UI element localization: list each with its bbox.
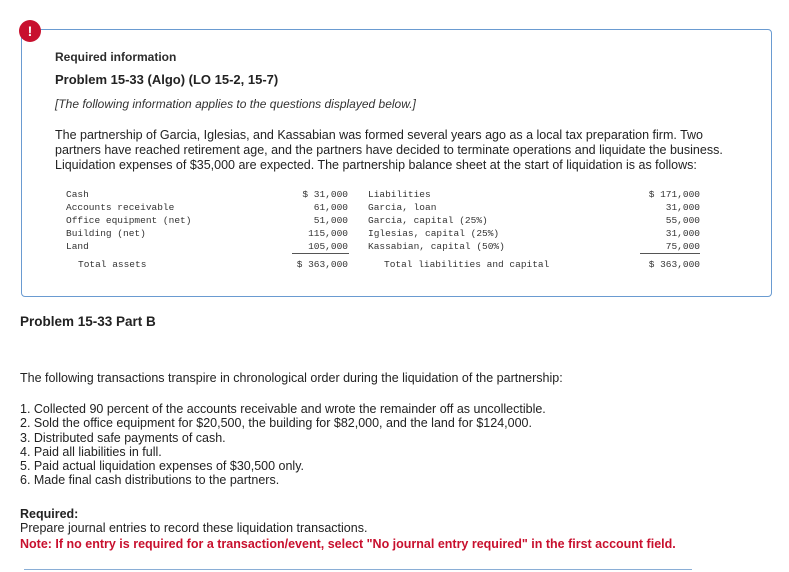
problem-title: Problem 15-33 (Algo) (LO 15-2, 15-7) — [55, 72, 279, 87]
problem-description: The partnership of Garcia, Iglesias, and Kassabian was formed several years ago as a local tax preparation firm. Two partners have reached retirement age, and the partners have decided to terminate operations and liquidate the business. Liquidation expenses of $35,000 are expected. The partnership balance sheet at the start of liquidation is as follows: — [55, 128, 723, 172]
asset-label-building: Building (net) — [66, 228, 146, 239]
part-title: Problem 15-33 Part B — [20, 314, 156, 329]
asset-value-receivable: 61,000 — [313, 202, 348, 213]
info-heading: Required information — [55, 50, 177, 64]
asset-label-office-equipment: Office equipment (net) — [66, 215, 192, 226]
list-item: 1. Collected 90 percent of the accounts receivable and wrote the remainder off as uncollectible. — [20, 402, 546, 416]
asset-value-land: 105,000 — [308, 241, 348, 252]
asset-label-receivable: Accounts receivable — [66, 202, 175, 213]
required-text: Prepare journal entries to record these liquidation transactions. — [20, 521, 368, 535]
asset-label-land: Land — [66, 241, 89, 252]
asset-value-building: 115,000 — [308, 228, 348, 239]
required-label: Required: — [20, 507, 79, 521]
info-note: [The following information applies to the questions displayed below.] — [55, 97, 416, 111]
capital-label-kassabian: Kassabian, capital (50%) — [368, 241, 505, 252]
liability-value-liabilities: $ 171,000 — [648, 189, 700, 200]
total-assets-value: $ 363,000 — [296, 259, 348, 270]
required-note: Note: If no entry is required for a transaction/event, select "No journal entry required" in the first account field. — [20, 537, 676, 551]
asset-value-office-equipment: 51,000 — [313, 215, 348, 226]
assets-total-rule — [292, 253, 349, 254]
liability-value-garcia-loan: 31,000 — [665, 202, 700, 213]
list-item: 4. Paid all liabilities in full. — [20, 444, 162, 459]
total-assets-label: Total assets — [78, 259, 147, 270]
asset-label-cash: Cash — [66, 189, 89, 200]
capital-value-garcia: 55,000 — [665, 215, 700, 226]
capital-label-garcia: Garcia, capital (25%) — [368, 215, 488, 226]
list-item: 5. Paid actual liquidation expenses of $30,500 only. — [20, 459, 304, 474]
list-item: 6. Made final cash distributions to the partners. — [20, 473, 280, 488]
transactions-intro: The following transactions transpire in chronological order during the liquidation of the partnership: — [20, 371, 563, 385]
asset-value-cash: $ 31,000 — [302, 189, 348, 200]
capital-label-iglesias: Iglesias, capital (25%) — [368, 228, 500, 239]
capital-value-iglesias: 31,000 — [665, 228, 700, 239]
liability-label-garcia-loan: Garcia, loan — [368, 202, 437, 213]
alert-icon: ! — [19, 20, 41, 42]
transactions-list — [20, 402, 546, 488]
capital-value-kassabian: 75,000 — [665, 241, 700, 252]
total-liabilities-label: Total liabilities and capital — [384, 259, 550, 270]
list-item: 2. Sold the office equipment for $20,500, the building for $82,000, and the land for $124,000. — [20, 416, 532, 431]
list-item: 3. Distributed safe payments of cash. — [20, 430, 226, 445]
section-divider — [24, 569, 692, 570]
required-information-panel — [21, 29, 772, 297]
total-liabilities-value: $ 363,000 — [648, 259, 700, 270]
liabilities-total-rule — [640, 253, 700, 254]
liability-label-liabilities: Liabilities — [368, 189, 431, 200]
